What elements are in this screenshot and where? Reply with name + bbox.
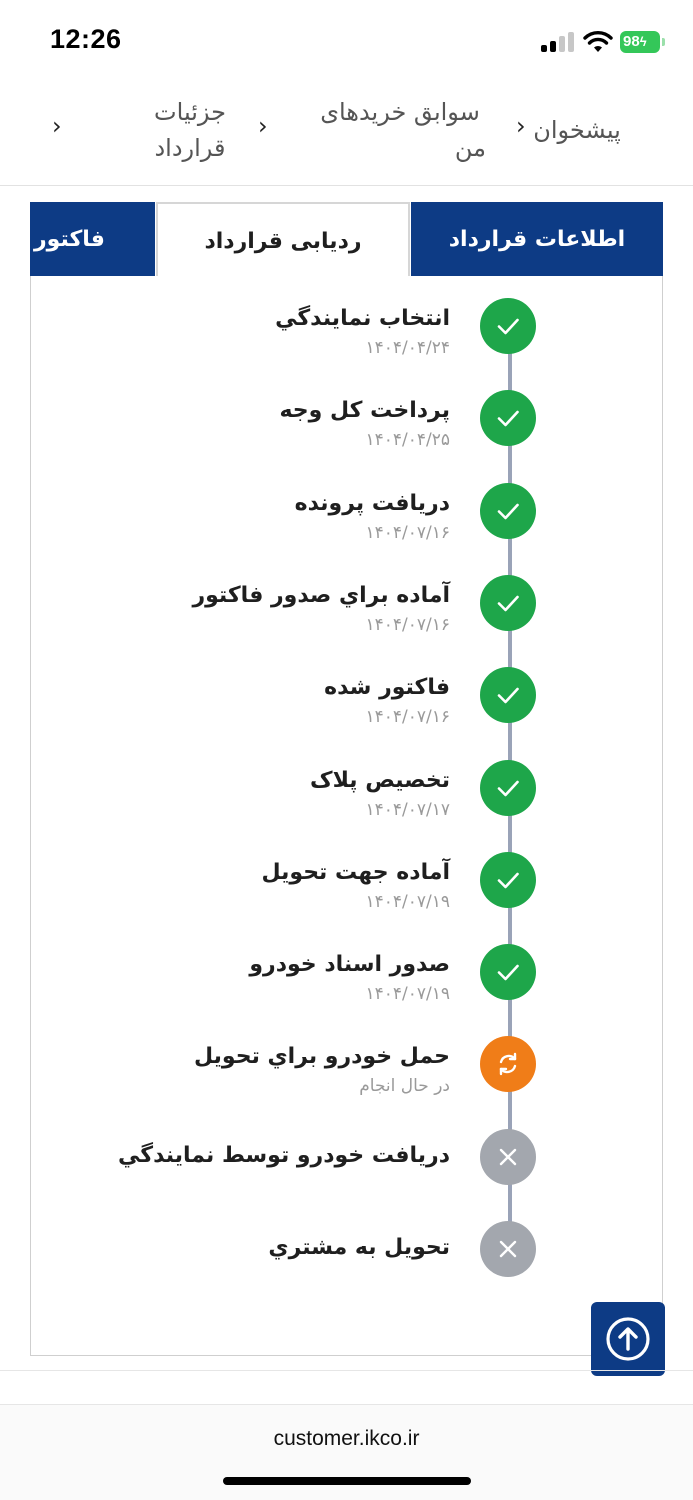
step-title: دريافت خودرو توسط نمايندگي bbox=[118, 1142, 450, 1168]
timeline-step bbox=[29, 298, 662, 390]
step-title: انتخاب نمايندگي bbox=[275, 306, 450, 331]
step-title: تخصيص پلاک bbox=[310, 767, 450, 793]
step-title: تحويل به مشتري bbox=[268, 1235, 450, 1260]
chevron-right-icon: › bbox=[516, 112, 526, 140]
step-date: در حال انجام bbox=[359, 1076, 450, 1097]
step-title: دريافت پرونده bbox=[294, 490, 450, 516]
battery-icon: 98ϟ bbox=[620, 31, 665, 53]
timeline-step bbox=[29, 1221, 662, 1313]
step-title: حمل خودرو براي تحويل bbox=[194, 1044, 450, 1070]
timeline-step bbox=[29, 852, 662, 944]
chevron-right-icon: › bbox=[52, 112, 62, 140]
breadcrumb-item-dashboard[interactable]: پیشخوان bbox=[533, 116, 621, 144]
timeline-step bbox=[29, 1129, 662, 1221]
step-date: ۱۴۰۴/۰۷/۱۹ bbox=[365, 984, 450, 1005]
tab-contract-tracking[interactable]: ردیابی قرارداد bbox=[156, 202, 410, 278]
browser-footer bbox=[0, 1404, 693, 1500]
tab-contract-info[interactable]: اطلاعات قرارداد bbox=[411, 202, 663, 278]
clock: 12:26 bbox=[50, 24, 122, 54]
chevron-right-icon: › bbox=[258, 112, 268, 140]
refresh-icon bbox=[480, 1036, 536, 1092]
check-icon bbox=[480, 944, 536, 1000]
step-title: صدور اسناد خودرو bbox=[249, 952, 450, 978]
step-date: ۱۴۰۴/۰۷/۱۷ bbox=[365, 799, 450, 820]
check-icon bbox=[480, 483, 536, 539]
breadcrumb-item-purchase-history[interactable]: سوابق خریدهای من bbox=[320, 98, 486, 162]
close-icon bbox=[480, 1129, 536, 1185]
step-date: ۱۴۰۴/۰۷/۱۶ bbox=[365, 707, 450, 728]
check-icon bbox=[480, 667, 536, 723]
battery-level: 98 bbox=[623, 33, 640, 50]
scroll-to-top-button[interactable] bbox=[591, 1302, 665, 1376]
url-bar[interactable]: customer.ikco.ir bbox=[273, 1427, 420, 1450]
check-icon bbox=[480, 575, 536, 631]
tab-invoice[interactable]: فاکتور bbox=[30, 202, 155, 278]
breadcrumb bbox=[0, 86, 693, 186]
divider bbox=[0, 1370, 693, 1371]
step-title: فاکتور شده bbox=[324, 675, 450, 701]
timeline-step bbox=[29, 575, 662, 667]
step-date: ۱۴۰۴/۰۷/۱۹ bbox=[365, 891, 450, 912]
wifi-icon bbox=[583, 30, 613, 54]
check-icon bbox=[480, 852, 536, 908]
step-date: ۱۴۰۴/۰۴/۲۴ bbox=[365, 338, 450, 358]
home-indicator bbox=[223, 1477, 471, 1485]
breadcrumb-item-contract-details[interactable]: جزئیات قرارداد bbox=[154, 98, 226, 162]
step-date: ۱۴۰۴/۰۷/۱۶ bbox=[365, 614, 450, 635]
step-title: آماده براي صدور فاکتور bbox=[192, 582, 450, 608]
timeline-step bbox=[29, 944, 662, 1036]
step-date: ۱۴۰۴/۰۷/۱۶ bbox=[365, 522, 450, 543]
check-icon bbox=[480, 298, 536, 354]
timeline-step bbox=[29, 390, 662, 482]
timeline-step bbox=[29, 760, 662, 852]
tracking-card bbox=[30, 276, 663, 1356]
step-date: ۱۴۰۴/۰۴/۲۵ bbox=[365, 430, 450, 451]
cellular-signal-icon bbox=[541, 32, 575, 52]
tab-bar bbox=[30, 202, 663, 278]
timeline-step bbox=[29, 1036, 662, 1128]
step-title: آماده جهت تحويل bbox=[261, 859, 450, 885]
step-title: پرداخت کل وجه bbox=[279, 398, 450, 424]
close-icon bbox=[480, 1221, 536, 1277]
check-icon bbox=[480, 760, 536, 816]
arrow-up-circle-icon bbox=[604, 1315, 652, 1363]
check-icon bbox=[480, 390, 536, 446]
timeline-step bbox=[29, 483, 662, 575]
timeline-step bbox=[29, 667, 662, 759]
status-bar bbox=[0, 0, 693, 80]
